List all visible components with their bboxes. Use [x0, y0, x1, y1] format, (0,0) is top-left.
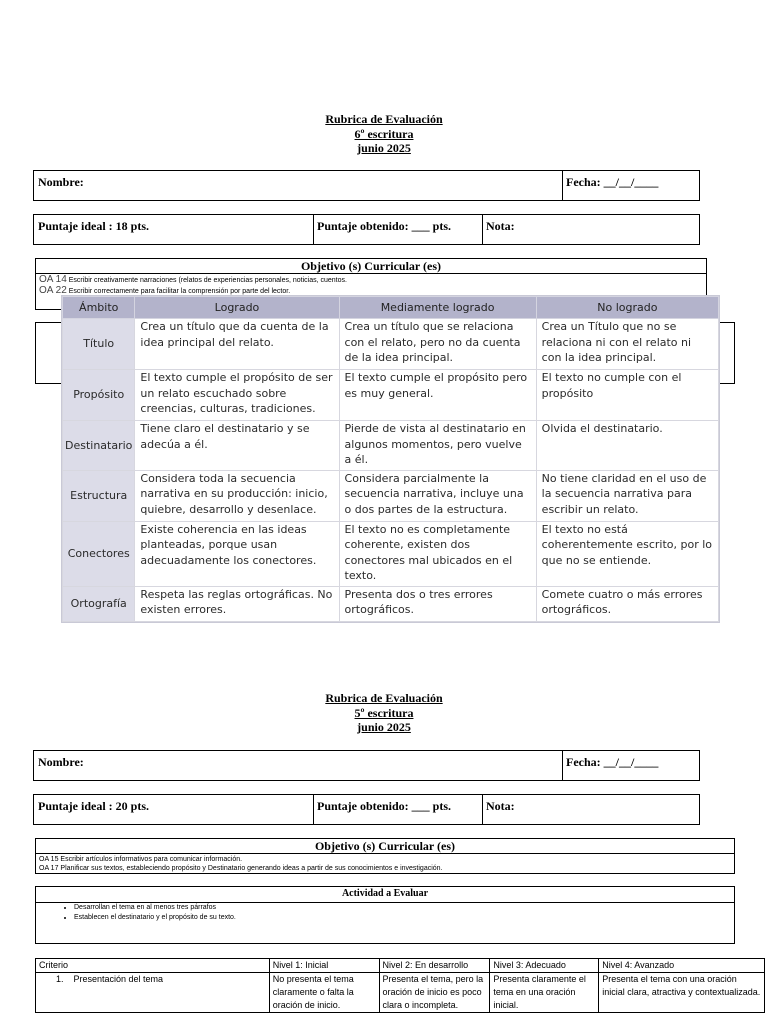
logrado-cell: Crea un título que da cuenta de la idea principal del relato.: [135, 319, 339, 370]
ambito-cell: Conectores: [63, 521, 135, 586]
puntaje-ideal: Puntaje ideal : 18 pts.: [38, 219, 149, 233]
oa-22-text: Escribir correctamente para facilitar la comprensión por parte del lector.: [68, 288, 291, 295]
nivel-3-cell: Presenta claramente el tema en una oración inicial.: [490, 973, 599, 1013]
header-criterio: Criterio: [36, 959, 270, 973]
nota-label: Nota:: [486, 219, 515, 233]
ambito-cell: Título: [63, 319, 135, 370]
no-cell: El texto no está coherentemente escrito, por lo que no se entiende.: [536, 521, 718, 586]
logrado-cell: Existe coherencia en las ideas planteadas, porque usan adecuadamente los conectores.: [135, 521, 339, 586]
rubric1-title: Rubrica de Evaluación: [325, 112, 443, 126]
rubric2-title: Rubrica de Evaluación: [325, 691, 443, 705]
rubric-image-table: [62, 296, 719, 622]
rubric2-name-row: [33, 750, 700, 781]
objetivo-title: Objetivo (s) Curricular (es): [36, 259, 706, 274]
puntaje-obtenido: Puntaje obtenido: ___ pts.: [317, 799, 452, 813]
table-row: [63, 370, 719, 421]
oa-22-code: OA 22: [39, 285, 67, 296]
logrado-cell: Respeta las reglas ortográficas. No existen errores.: [135, 586, 339, 621]
criteria-header-row: [36, 959, 765, 973]
logrado-cell: Tiene claro el destinatario y se adecúa a él.: [135, 421, 339, 471]
table-row: [63, 586, 719, 621]
fecha-label: Fecha: __/__/____: [566, 755, 659, 769]
medio-cell: El texto no es completamente coherente, existen dos conectores mal ubicados en el texto.: [339, 521, 536, 586]
ambito-cell: Propósito: [63, 370, 135, 421]
no-cell: Comete cuatro o más errores ortográficos.: [536, 586, 718, 621]
nivel-1-cell: No presenta el tema claramente o falta la oración de inicio.: [269, 973, 379, 1013]
header-no: No logrado: [536, 297, 718, 319]
nivel-4-cell: Presenta el tema con una oración inicial clara, atractiva y contextualizada.: [599, 973, 765, 1013]
medio-cell: El texto cumple el propósito pero es muy general.: [339, 370, 536, 421]
rubric1-score-row: [33, 214, 700, 245]
rubric-header-row: [63, 297, 719, 319]
nota-label: Nota:: [486, 799, 515, 813]
divider: [313, 215, 314, 244]
divider: [562, 171, 563, 200]
rubric2-date: junio 2025: [357, 720, 411, 734]
header-medio: Mediamente logrado: [339, 297, 536, 319]
nombre-label: Nombre:: [38, 755, 84, 769]
ambito-cell: Estructura: [63, 470, 135, 521]
table-row: [63, 421, 719, 471]
oa-14-code: OA 14: [39, 274, 67, 285]
list-item: • Establecen el destinatario y el propósito de su texto.: [74, 913, 734, 923]
header-logrado: Logrado: [135, 297, 339, 319]
oa-14-text: Escribir creativamente narraciones (relatos de experiencias personales, noticias, cuentos.: [68, 277, 347, 284]
logrado-cell: Considera toda la secuencia narrativa en su producción: inicio, quiebre, desarrollo y desenlace.: [135, 470, 339, 521]
rubric2-actividad-box: [35, 886, 735, 944]
medio-cell: Crea un título que se relaciona con el relato, pero no da cuenta de la idea principal.: [339, 319, 536, 370]
rubric1-name-row: [33, 170, 700, 201]
table-row: [36, 973, 765, 1013]
rubric1-date: junio 2025: [357, 141, 411, 155]
medio-cell: Presenta dos o tres errores ortográficos.: [339, 586, 536, 621]
criterio-cell: 1. Presentación del tema: [36, 973, 270, 1013]
oa-14: [36, 274, 706, 285]
list-item: • Desarrollan el tema en al menos tres párrafos: [74, 903, 734, 913]
ambito-cell: Destinatario: [63, 421, 135, 471]
no-cell: No tiene claridad en el uso de la secuencia narrativa para escribir un relato.: [536, 470, 718, 521]
rubric2-objetivo-box: [35, 838, 735, 874]
actividad-title: Actividad a Evaluar: [36, 887, 734, 903]
header-nivel-2: Nivel 2: En desarrollo: [379, 959, 490, 973]
fecha-label: Fecha: __/__/____: [566, 175, 659, 189]
oa-22: [36, 285, 706, 296]
divider: [482, 215, 483, 244]
rubric2-heading: [0, 691, 768, 735]
ambito-cell: Ortografía: [63, 586, 135, 621]
header-nivel-4: Nivel 4: Avanzado: [599, 959, 765, 973]
table-row: [63, 470, 719, 521]
table-row: [63, 319, 719, 370]
header-ambito: Ámbito: [63, 297, 135, 319]
no-cell: Olvida el destinatario.: [536, 421, 718, 471]
nivel-2-cell: Presenta el tema, pero la oración de inicio es poco clara o incompleta.: [379, 973, 490, 1013]
divider: [482, 795, 483, 824]
puntaje-obtenido: Puntaje obtenido: ___ pts.: [317, 219, 452, 233]
actividad-list: [36, 903, 734, 923]
rubric2-score-row: [33, 794, 700, 825]
header-nivel-3: Nivel 3: Adecuado: [490, 959, 599, 973]
criteria-table: [35, 958, 765, 1013]
medio-cell: Considera parcialmente la secuencia narrativa, incluye una o dos partes de la estructura.: [339, 470, 536, 521]
puntaje-ideal: Puntaje ideal : 20 pts.: [38, 799, 149, 813]
rubric1-heading: [0, 112, 768, 156]
header-nivel-1: Nivel 1: Inicial: [269, 959, 379, 973]
oa-15: OA 15 Escribir artículos informativos para comunicar información.: [39, 856, 243, 863]
oa-17: OA 17 Planificar sus textos, estableciendo propósito y Destinatario generando ideas a partir de sus conocimientos e investigación.: [39, 865, 443, 872]
nombre-label: Nombre:: [38, 175, 84, 189]
no-cell: El texto no cumple con el propósito: [536, 370, 718, 421]
no-cell: Crea un Título que no se relaciona ni con el relato ni con la idea principal.: [536, 319, 718, 370]
rubric1-subtitle: 6º escritura: [354, 126, 414, 141]
divider: [313, 795, 314, 824]
objetivo-title: Objetivo (s) Curricular (es): [36, 839, 734, 854]
table-row: [63, 521, 719, 586]
rubric2-subtitle: 5º escritura: [354, 705, 414, 720]
divider: [562, 751, 563, 780]
medio-cell: Pierde de vista al destinatario en algunos momentos, pero vuelve a él.: [339, 421, 536, 471]
logrado-cell: El texto cumple el propósito de ser un relato escuchado sobre creencias, culturas, tradiciones.: [135, 370, 339, 421]
